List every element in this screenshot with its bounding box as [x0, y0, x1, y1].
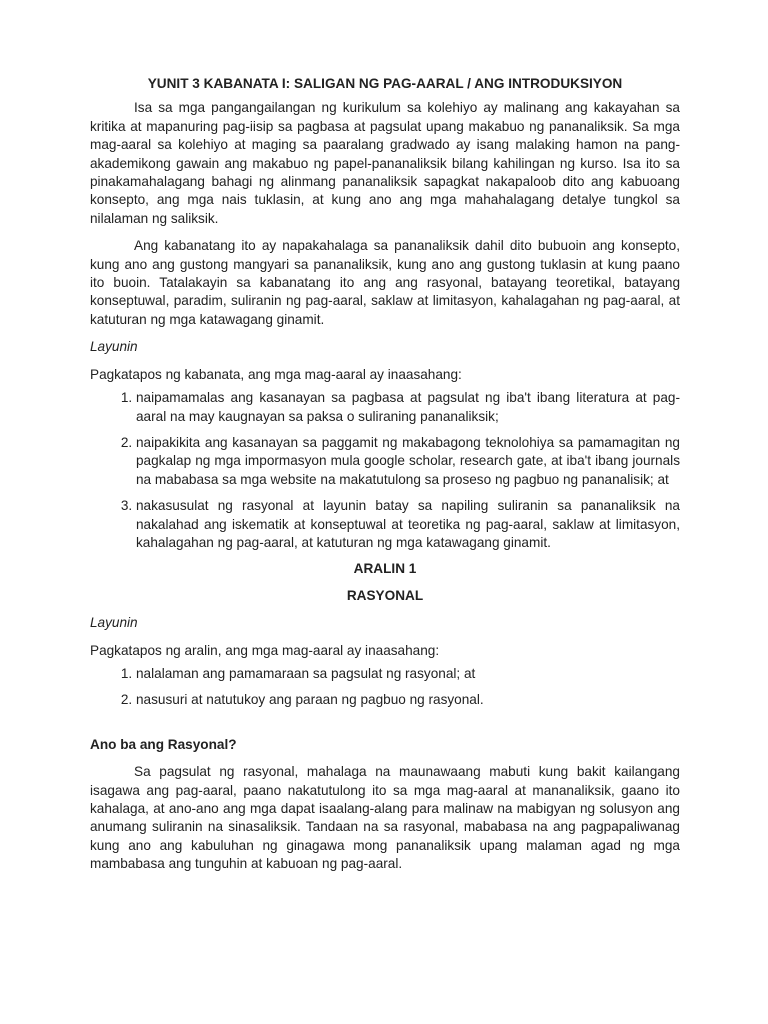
lesson-objectives-lead: Pagkatapos ng aralin, ang mga mag-aaral ay inaasahang:	[90, 642, 440, 658]
objective-item: 3. nakasusulat ng rasyonal at layunin batay sa napiling suliranin sa pananaliksik na nakalahad ang iskematik at konseptuwal at teoretika ng pag-aaral, saklaw at limitasyon, kahalagahan ng pag-aaral, at katuturan ng mga katawagang ginamit.	[136, 497, 680, 552]
question-paragraph: Sa pagsulat ng rasyonal, mahalaga na maunawaang mabuti kung bakit kailangang isagawa ang pag-aaral, paano nakatutulong ito sa mga mag-aaral at mananaliksik, gaano ito kahalaga, at ano-ano ang mga dapat isaalang-alang para malinaw na mabigyan ng solusyon ang anumang suliranin na sinasaliksik. Tandaan na sa rasyonal, mababasa na ang pagpapaliwanag kung ano ang kabuluhan ng ginagawa mong pananaliksik upang malaman agad ng mga mambabasa ang tunguhin at kabuoan ng pag-aaral.	[90, 764, 680, 872]
lesson-objectives-heading: Layunin	[90, 615, 138, 631]
intro-paragraph-2: Ang kabanatang ito ay napakahalaga sa pananaliksik dahil dito bubuoin ang konsepto, kung ano ang gustong mangyari sa pananaliksik, kung ano ang gustong tuklasin at kung paano ito buoin. Tatalakayin sa kabanatang ito ang ang rasyonal, batayang teoretikal, batayang konseptuwal, paradim, suliranin ng pag-aaral, saklaw at limitasyon, kahalagahan ng pag-aaral, at katuturan ng mga katawagang ginamit.	[90, 238, 680, 327]
lesson-objectives-list	[90, 665, 680, 710]
objectives-lead: Pagkatapos ng kabanata, ang mga mag-aaral ay inaasahang:	[90, 366, 462, 382]
lesson-objective-item: 2. nasusuri at natutukoy ang paraan ng pagbuo ng rasyonal.	[136, 691, 680, 709]
objective-item: 1. naipamamalas ang kasanayan sa pagbasa at pagsulat ng iba't ibang literatura at pag-aaral na may kaugnayan sa paksa o suliraning pananaliksik;	[136, 389, 680, 426]
lesson-label: ARALIN 1	[353, 561, 417, 577]
objectives-list	[90, 389, 680, 552]
lesson-title: RASYONAL	[346, 587, 424, 603]
question-heading: Ano ba ang Rasyonal?	[90, 736, 237, 752]
objectives-heading: Layunin	[90, 339, 138, 355]
document-title: YUNIT 3 KABANATA I: SALIGAN NG PAG-AARAL / ANG INTRODUKSIYON	[147, 76, 623, 91]
objective-item: 2. naipakikita ang kasanayan sa paggamit ng makabagong teknolohiya sa pamamagitan ng pagkalap ng mga impormasyon mula google scholar, research gate, at iba't ibang journals na mababasa sa mga website na makatutulong sa proseso ng pagbuo ng pananalisik; at	[136, 434, 680, 489]
intro-paragraph-1: Isa sa mga pangangailangan ng kurikulum sa kolehiyo ay malinang ang kakayahan sa kritika at mapanuring pag-iisip sa pagbasa at pagsulat upang makabuo ng pananaliksik. Sa mga mag-aaral sa kolehiyo at maging sa paaralang gradwado ay isang malaking hamon na pang-akademikong gawain ang makabuo ng papel-pananaliksik bilang kahilingan ng kurso. Isa ito sa pinakamahalagang bahagi ng alinmang pananaliksik sapagkat nakapaloob dito ang kabuoang konsepto, ang mga nais tuklasin, at kung ano ang mga mahahalagang detalye tungkol sa nilalaman ng saliksik.	[90, 100, 680, 226]
lesson-objective-item: 1. nalalaman ang pamamaraan sa pagsulat ng rasyonal; at	[136, 665, 680, 683]
